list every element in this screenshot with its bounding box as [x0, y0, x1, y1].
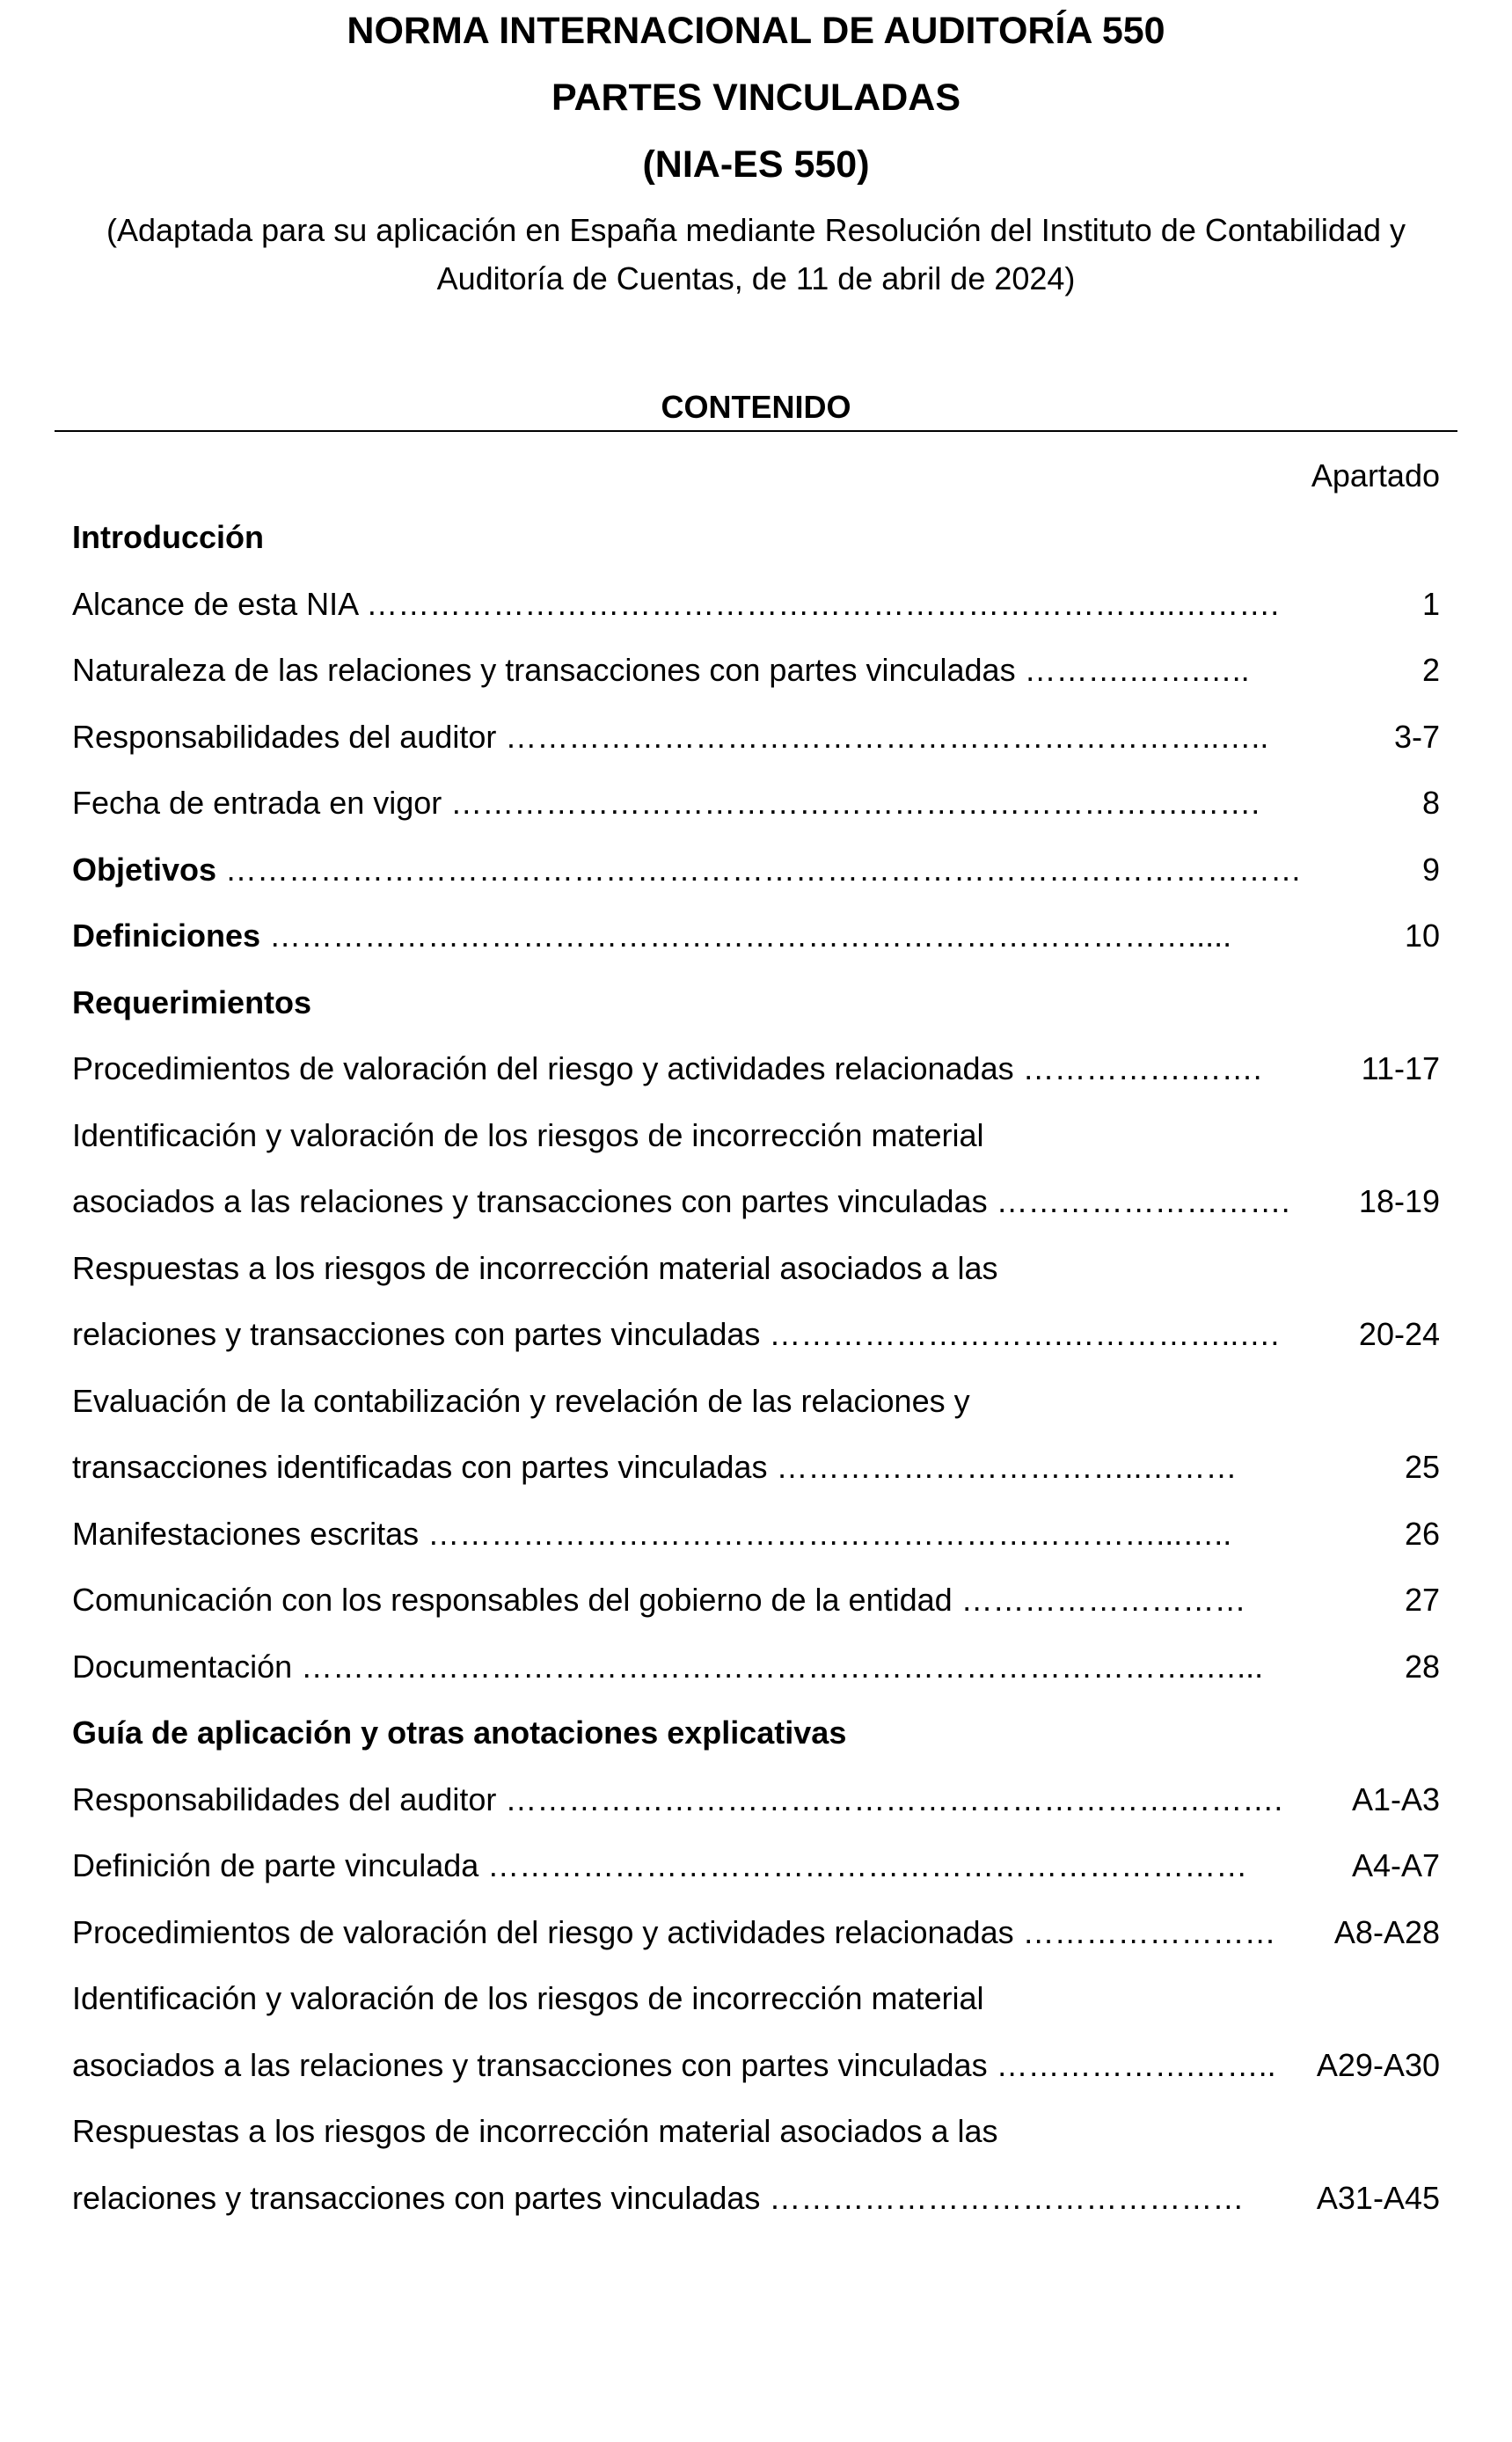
toc-entry — [72, 1115, 1440, 1182]
toc-entry-label: Procedimientos de valoración del riesgo y actividades relacionadas — [72, 1913, 1023, 1950]
toc-leader-dots: ……………………….……………..…. — [769, 1316, 1280, 1352]
toc-entry-text — [72, 1115, 1260, 1156]
toc-leader-dots: …………………… — [1022, 1913, 1276, 1950]
toc-entry-text — [72, 2045, 1276, 2086]
toc-entry-text — [72, 1846, 1260, 1886]
toc-entry — [72, 2045, 1440, 2112]
toc-leader-dots: ……………………………………………………………...….. — [427, 1515, 1232, 1552]
toc-entry-text — [72, 2178, 1260, 2219]
toc-entry — [72, 1447, 1440, 1514]
toc-leader-dots: …………………………………………………………….……. — [450, 785, 1260, 821]
toc-entry-text — [72, 783, 1260, 823]
toc-entry — [72, 850, 1440, 917]
toc-entry-label: Comunicación con los responsables del gobierno de la entidad — [72, 1582, 961, 1618]
toc-entry — [72, 1580, 1440, 1647]
toc-entry — [72, 2178, 1440, 2245]
toc-entry-label: Definición de parte vinculada — [72, 1847, 488, 1883]
toc-paragraph-number: 8 — [1421, 785, 1440, 821]
toc-entry — [72, 650, 1440, 717]
toc-entry-label: Procedimientos de valoración del riesgo y actividades relacionadas — [72, 1050, 1023, 1086]
toc-entry — [72, 1647, 1440, 1714]
toc-paragraph-number: 11-17 — [1361, 1050, 1440, 1086]
toc-entry — [72, 1381, 1440, 1448]
toc-entry-label: transacciones identificadas con partes vinculadas — [72, 1449, 777, 1485]
toc-entry-text — [72, 2111, 1260, 2152]
toc-entry-label: Definiciones — [72, 918, 270, 954]
toc-entry-label: Objetivos — [72, 851, 226, 888]
toc-leader-dots: …………………………………………………………………………..…... — [301, 1648, 1264, 1685]
toc-entry-label: Responsabilidades del auditor — [72, 718, 506, 755]
toc-entry — [72, 1248, 1440, 1315]
toc-entry-label: Respuestas a los riesgos de incorrección material asociados a las — [72, 1249, 998, 1286]
toc-entry-label: Fecha de entrada en vigor — [72, 785, 451, 821]
document-title-line3: (NIA-ES 550) — [642, 143, 870, 186]
toc-leader-dots: …………….……. — [1022, 1050, 1262, 1086]
toc-paragraph-number: 20-24 — [1358, 1316, 1440, 1352]
toc-leader-dots: ……………………………………………………….………. — [505, 1780, 1283, 1817]
toc-entry-label: Manifestaciones escritas — [72, 1515, 428, 1552]
toc-entry-text — [72, 1381, 1260, 1422]
toc-entry-label: Requerimientos — [72, 983, 312, 1020]
toc-paragraph-number: 18-19 — [1358, 1183, 1440, 1219]
toc-entry-text — [72, 1514, 1260, 1554]
toc-entry-text — [72, 584, 1280, 625]
toc-paragraph-number: 10 — [1404, 918, 1440, 954]
toc-entry — [72, 1049, 1440, 1115]
toc-entry-text — [72, 1912, 1276, 1953]
toc-entry — [72, 1314, 1440, 1381]
toc-entry — [72, 717, 1440, 784]
toc-entry-text — [72, 916, 1260, 956]
toc-entry-label: Respuestas a los riesgos de incorrección material asociados a las — [72, 2113, 998, 2149]
toc-entry-label: relaciones y transacciones con partes vinculadas — [72, 2179, 770, 2216]
toc-leader-dots: ……………………………………… — [769, 2179, 1245, 2216]
toc-entry-text — [72, 1181, 1290, 1222]
contents-divider — [55, 430, 1457, 432]
toc-entry-text — [72, 650, 1260, 691]
toc-paragraph-number: A29-A30 — [1316, 2046, 1440, 2083]
toc-leader-dots: ……………….…….. — [996, 2046, 1276, 2083]
toc-entry-label: Naturaleza de las relaciones y transacciones con partes vinculadas — [72, 652, 1025, 688]
toc-leader-dots: …………………………………………………………..….. — [505, 718, 1269, 755]
toc-entry — [72, 1780, 1440, 1846]
toc-paragraph-number: 27 — [1404, 1582, 1440, 1618]
toc-entry-label: Guía de aplicación y otras anotaciones explicativas — [72, 1715, 847, 1751]
toc-section-heading — [72, 517, 1440, 584]
toc-entry-text — [72, 850, 1303, 890]
toc-leader-dots: ………………………. — [996, 1183, 1290, 1219]
toc-entry — [72, 916, 1440, 983]
toc-entry-label: relaciones y transacciones con partes vinculadas — [72, 1316, 770, 1352]
toc-entry — [72, 783, 1440, 850]
toc-paragraph-number: A8-A28 — [1333, 1913, 1440, 1950]
toc-section-heading — [72, 983, 1440, 1049]
toc-entry-label: Alcance de esta NIA — [72, 585, 367, 622]
toc-entry-label: Responsabilidades del auditor — [72, 1780, 506, 1817]
toc-paragraph-number: 1 — [1421, 585, 1440, 622]
toc-entry-label: Documentación — [72, 1648, 302, 1685]
toc-paragraph-number: 28 — [1404, 1648, 1440, 1685]
toc-leader-dots: ……………………………………………………………… — [487, 1847, 1248, 1883]
toc-entry-text — [72, 1314, 1280, 1355]
toc-entry-text — [72, 1647, 1264, 1687]
toc-entry — [72, 1514, 1440, 1581]
toc-entry-label: Identificación y valoración de los riesgos de incorrección material — [72, 1980, 984, 2016]
toc-leader-dots: …………………………………………………………………..………. — [366, 585, 1280, 622]
toc-entry-label: Evaluación de la contabilización y revelación de las relaciones y — [72, 1382, 970, 1419]
toc-section-heading — [72, 1713, 1440, 1780]
toc-entry-text — [72, 1447, 1260, 1488]
toc-paragraph-number: 3-7 — [1393, 718, 1440, 755]
toc-entry-text — [72, 517, 1260, 558]
toc-entry-label: Introducción — [72, 519, 264, 555]
toc-entry-text — [72, 1713, 1260, 1753]
toc-entry-text — [72, 983, 1260, 1023]
toc-entry — [72, 1978, 1440, 2045]
document-subtitle-line1: (Adaptada para su aplicación en España mediante Resolución del Instituto de Contabilidad y — [106, 212, 1406, 248]
toc-entry-text — [72, 1049, 1260, 1089]
toc-leader-dots: ……………………………………………………………………………..... — [269, 918, 1232, 954]
toc-entry — [72, 2111, 1440, 2178]
toc-paragraph-number: 9 — [1421, 851, 1440, 888]
toc-leader-dots: ……….…….….. — [1024, 652, 1250, 688]
toc-entry-label: asociados a las relaciones y transacciones con partes vinculadas — [72, 2046, 997, 2083]
toc-paragraph-number: A1-A3 — [1351, 1780, 1440, 1817]
toc-entry-label: Identificación y valoración de los riesgos de incorrección material — [72, 1116, 984, 1153]
toc-paragraph-number: 26 — [1404, 1515, 1440, 1552]
column-label-apartado: Apartado — [1311, 457, 1440, 494]
toc-entry-text — [72, 1248, 1260, 1289]
toc-leader-dots: ………………………………………………………………………………………… — [225, 851, 1303, 888]
toc-entry-text — [72, 1580, 1260, 1620]
toc-leader-dots: ……………………………..……… — [776, 1449, 1238, 1485]
toc-entry-text — [72, 1780, 1283, 1820]
toc-leader-dots: ……………………… — [961, 1582, 1246, 1618]
toc-entry — [72, 584, 1440, 651]
toc-paragraph-number: A31-A45 — [1316, 2179, 1440, 2216]
document-subtitle-line2: Auditoría de Cuentas, de 11 de abril de 2024) — [436, 260, 1076, 296]
toc-entry-text — [72, 717, 1269, 757]
document-title-line2: PARTES VINCULADAS — [551, 77, 961, 119]
toc-paragraph-number: 2 — [1421, 652, 1440, 688]
toc-paragraph-number: A4-A7 — [1351, 1847, 1440, 1883]
toc-entry — [72, 1181, 1440, 1248]
toc-paragraph-number: 25 — [1404, 1449, 1440, 1485]
toc-entry — [72, 1912, 1440, 1979]
document-title-line1: NORMA INTERNACIONAL DE AUDITORÍA 550 — [347, 10, 1165, 52]
toc-entry — [72, 1846, 1440, 1912]
toc-entry-label: asociados a las relaciones y transacciones con partes vinculadas — [72, 1183, 997, 1219]
table-of-contents — [72, 517, 1440, 2244]
toc-entry-text — [72, 1978, 1260, 2019]
contents-heading: CONTENIDO — [661, 389, 851, 425]
